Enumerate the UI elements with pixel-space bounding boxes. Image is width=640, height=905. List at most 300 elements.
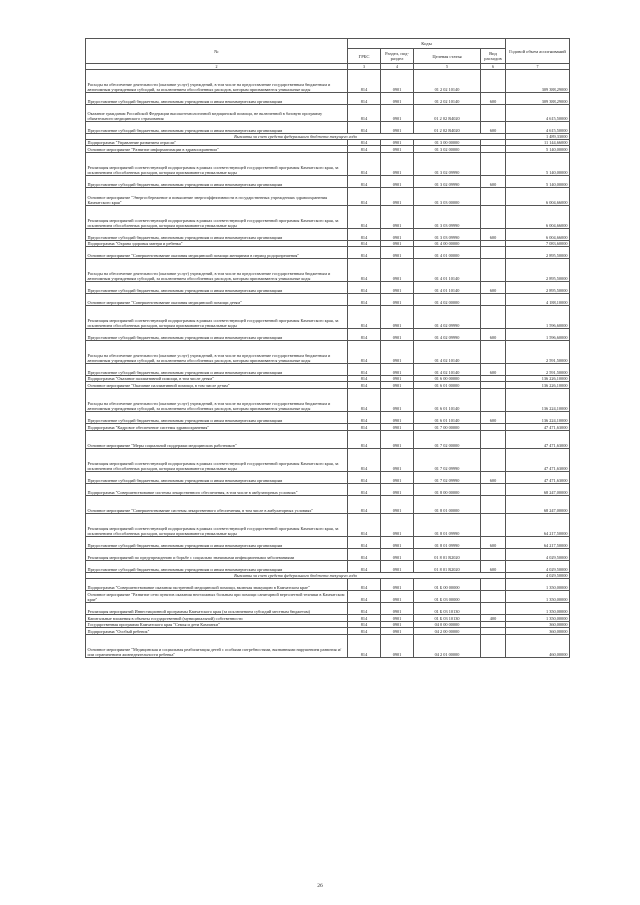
target-cell: 01 7 02 09990 bbox=[414, 449, 481, 472]
target-cell: 01 7 02 00000 bbox=[414, 431, 481, 449]
vid-cell: 600 bbox=[481, 122, 506, 134]
grbs-cell: 814 bbox=[348, 537, 381, 549]
razdel-cell: 0901 bbox=[381, 146, 414, 153]
sum-cell: 47 471,63000 bbox=[506, 472, 570, 484]
target-cell: 01 4 00 00000 bbox=[414, 241, 481, 247]
razdel-cell: 0901 bbox=[381, 449, 414, 472]
table-row bbox=[86, 70, 570, 93]
target-cell: 01 7 02 09990 bbox=[414, 472, 481, 484]
razdel-cell: 0901 bbox=[381, 306, 414, 329]
grbs-cell: 814 bbox=[348, 561, 381, 573]
budget-table bbox=[85, 38, 570, 658]
vid-cell bbox=[481, 146, 506, 153]
table-row bbox=[86, 122, 570, 134]
table-row bbox=[86, 628, 570, 635]
table-row bbox=[86, 382, 570, 389]
table-row bbox=[86, 615, 570, 622]
razdel-cell: 0901 bbox=[381, 247, 414, 259]
table-row bbox=[86, 341, 570, 364]
table-row bbox=[86, 431, 570, 449]
grbs-cell: 814 bbox=[348, 294, 381, 306]
name-cell: Предоставление субсидий бюджетным, автономным учреждениям и иным некоммерческим организациям bbox=[86, 282, 348, 294]
table-row bbox=[86, 259, 570, 282]
name-cell: Расходы на обеспечение деятельности (оказание услуг) учреждений, в том числе на предоставление государственным бюджетным и автономным учреждениям субсидий, за исключением обособленных расходов, которым присваиваются уникальные коды bbox=[86, 341, 348, 364]
razdel-cell: 0901 bbox=[381, 389, 414, 412]
vid-cell bbox=[481, 514, 506, 537]
name-cell: Основное мероприятие "Энергосбережение и повышение энергоэффективности в государственных учреждениях здравоохранения Камчатского края" bbox=[86, 188, 348, 206]
vid-cell bbox=[481, 153, 506, 176]
grbs-cell: 814 bbox=[348, 628, 381, 635]
vid-cell bbox=[481, 389, 506, 412]
grbs-cell: 814 bbox=[348, 122, 381, 134]
grbs-cell: 814 bbox=[348, 549, 381, 561]
target-cell: 01 8 01 00000 bbox=[414, 496, 481, 514]
sum-cell: 1 350,00000 bbox=[506, 603, 570, 615]
razdel-cell: 0901 bbox=[381, 549, 414, 561]
sum-cell: 4 029,50000 bbox=[506, 573, 570, 579]
sum-cell: 6 004,66000 bbox=[506, 188, 570, 206]
name-cell: Реализация мероприятий соответствующей подпрограммы в рамках соответствующей государственной программы Камчатского края, за исключением обособленных расходов, которым присваиваются уникальные коды bbox=[86, 449, 348, 472]
sum-cell: 6 004,66000 bbox=[506, 229, 570, 241]
name-cell: Подпрограмма "Оказание паллиативной помощи, в том числе детям" bbox=[86, 376, 348, 382]
vid-cell bbox=[481, 424, 506, 431]
page-number: 26 bbox=[317, 883, 323, 889]
name-cell: Реализация мероприятий соответствующей подпрограммы в рамках соответствующей государственной программы Камчатского края, за исключением обособленных расходов, которым присваиваются уникальные коды bbox=[86, 514, 348, 537]
table-row bbox=[86, 472, 570, 484]
grbs-cell: 814 bbox=[348, 306, 381, 329]
name-cell: Реализация мероприятий соответствующей подпрограммы в рамках соответствующей государственной программы Камчатского края, за исключением обособленных расходов, которым присваиваются уникальные коды bbox=[86, 206, 348, 229]
column-number: 7 bbox=[506, 64, 570, 70]
razdel-cell: 0901 bbox=[381, 579, 414, 591]
grbs-cell: 814 bbox=[348, 146, 381, 153]
sum-cell: 360,00000 bbox=[506, 628, 570, 635]
target-cell: 01 2 02 10140 bbox=[414, 70, 481, 93]
grbs-cell: 814 bbox=[348, 389, 381, 412]
vid-cell: 600 bbox=[481, 229, 506, 241]
vid-cell bbox=[481, 496, 506, 514]
target-cell: 01 8 01 R2020 bbox=[414, 561, 481, 573]
razdel-cell: 0901 bbox=[381, 622, 414, 628]
vid-cell: 600 bbox=[481, 561, 506, 573]
header-number-label: № bbox=[214, 48, 219, 54]
table-row bbox=[86, 514, 570, 537]
header-target: Целевая статья bbox=[414, 49, 481, 64]
table-row bbox=[86, 537, 570, 549]
column-number: 3 bbox=[348, 64, 381, 70]
sum-cell: 4 029,50000 bbox=[506, 561, 570, 573]
grbs-cell: 814 bbox=[348, 376, 381, 382]
sum-cell: 360,00000 bbox=[506, 622, 570, 628]
name-cell: Реализация мероприятий Инвестиционной программы Камчатского края (за исключением субсидий местным бюджетам) bbox=[86, 603, 348, 615]
target-cell: 01 3 02 00000 bbox=[414, 146, 481, 153]
name-cell: Предоставление субсидий бюджетным, автономным учреждениям и иным некоммерческим организациям bbox=[86, 229, 348, 241]
target-cell: 04 2 00 00000 bbox=[414, 628, 481, 635]
vid-cell bbox=[481, 549, 506, 561]
target-cell: 01 Б 03 10130 bbox=[414, 615, 481, 622]
razdel-cell: 0901 bbox=[381, 140, 414, 146]
name-cell: Основное мероприятие "Совершенствование оказания медицинской помощи детям" bbox=[86, 294, 348, 306]
name-cell: Основное мероприятие "Совершенствование оказания медицинской помощи женщинам в период родоразрешения" bbox=[86, 247, 348, 259]
table-row bbox=[86, 389, 570, 412]
table-row bbox=[86, 188, 570, 206]
sum-cell: 5 140,00000 bbox=[506, 146, 570, 153]
grbs-cell: 814 bbox=[348, 472, 381, 484]
vid-cell: 600 bbox=[481, 537, 506, 549]
sum-cell: 68 247,00000 bbox=[506, 496, 570, 514]
vid-cell bbox=[481, 484, 506, 496]
vid-cell: 600 bbox=[481, 412, 506, 424]
razdel-cell: 0901 bbox=[381, 341, 414, 364]
name-cell: Предоставление субсидий бюджетным, автономным учреждениям и иным некоммерческим организациям bbox=[86, 364, 348, 376]
razdel-cell: 0901 bbox=[381, 70, 414, 93]
sum-cell: 2 895,50000 bbox=[506, 247, 570, 259]
vid-cell bbox=[481, 635, 506, 658]
grbs-cell: 814 bbox=[348, 484, 381, 496]
target-cell: 01 3 03 00000 bbox=[414, 188, 481, 206]
target-cell: 01 6 01 10140 bbox=[414, 389, 481, 412]
grbs-cell: 814 bbox=[348, 241, 381, 247]
grbs-cell: 814 bbox=[348, 591, 381, 603]
name-cell: Подпрограмма "Кадровое обеспечение системы здравоохранения" bbox=[86, 424, 348, 431]
razdel-cell: 0901 bbox=[381, 259, 414, 282]
table-row bbox=[86, 484, 570, 496]
name-cell: Подпрограмма "Охрана здоровья матери и ребенка" bbox=[86, 241, 348, 247]
header-vid: Вид расходов bbox=[481, 49, 506, 64]
table-row bbox=[86, 176, 570, 188]
sum-cell: 136 224,10000 bbox=[506, 412, 570, 424]
table-row bbox=[86, 306, 570, 329]
sum-cell: 2 895,50000 bbox=[506, 282, 570, 294]
sum-cell: 2 895,50000 bbox=[506, 259, 570, 282]
target-cell: 01 8 01 09990 bbox=[414, 514, 481, 537]
grbs-cell: 814 bbox=[348, 282, 381, 294]
sum-cell: 6 004,66000 bbox=[506, 206, 570, 229]
vid-cell bbox=[481, 105, 506, 122]
sum-cell: 136 226,10000 bbox=[506, 382, 570, 389]
grbs-cell: 814 bbox=[348, 341, 381, 364]
name-cell: Предоставление субсидий бюджетным, автономным учреждениям и иным некоммерческим организациям bbox=[86, 329, 348, 341]
name-cell: Основное мероприятие "Оказание паллиативной помощи, в том числе детям" bbox=[86, 382, 348, 389]
razdel-cell: 0901 bbox=[381, 615, 414, 622]
table-row bbox=[86, 93, 570, 105]
grbs-cell: 814 bbox=[348, 70, 381, 93]
grbs-cell: 814 bbox=[348, 206, 381, 229]
razdel-cell: 0901 bbox=[381, 635, 414, 658]
name-cell: Предоставление субсидий бюджетным, автономным учреждениям и иным некоммерческим организациям bbox=[86, 93, 348, 105]
sum-cell: 4 188,10000 bbox=[506, 294, 570, 306]
target-cell: 01 7 00 00000 bbox=[414, 424, 481, 431]
table-row bbox=[86, 105, 570, 122]
table-row bbox=[86, 247, 570, 259]
grbs-cell: 814 bbox=[348, 364, 381, 376]
sum-cell: 2 591,50000 bbox=[506, 364, 570, 376]
target-cell: 01 4 02 09990 bbox=[414, 306, 481, 329]
razdel-cell: 0901 bbox=[381, 329, 414, 341]
column-number: 6 bbox=[481, 64, 506, 70]
table-row bbox=[86, 364, 570, 376]
column-number: 4 bbox=[381, 64, 414, 70]
sum-cell: 64 217,50000 bbox=[506, 514, 570, 537]
column-number: 2 bbox=[86, 64, 348, 70]
razdel-cell: 0901 bbox=[381, 496, 414, 514]
table-row bbox=[86, 579, 570, 591]
razdel-cell: 0901 bbox=[381, 229, 414, 241]
target-cell: 01 Б 00 00000 bbox=[414, 579, 481, 591]
table-body bbox=[86, 70, 570, 658]
target-cell: 01 4 02 09990 bbox=[414, 329, 481, 341]
grbs-cell: 814 bbox=[348, 514, 381, 537]
grbs-cell: 814 bbox=[348, 259, 381, 282]
sum-cell: 5 140,00000 bbox=[506, 153, 570, 176]
table-row bbox=[86, 294, 570, 306]
sum-cell: 1 489,33000 bbox=[506, 134, 570, 140]
sum-cell: 68 247,00000 bbox=[506, 484, 570, 496]
column-number: 5 bbox=[414, 64, 481, 70]
target-cell: 01 4 02 00000 bbox=[414, 294, 481, 306]
name-cell: Подпрограмма "Совершенствование системы лекарственного обеспечения, в том числе в амбулаторных условиях" bbox=[86, 484, 348, 496]
vid-cell bbox=[481, 628, 506, 635]
sum-cell: 4 615,50000 bbox=[506, 122, 570, 134]
name-cell: Реализация мероприятий соответствующей подпрограммы в рамках соответствующей государственной программы Камчатского края, за исключением обособленных расходов, которым присваиваются уникальные коды bbox=[86, 153, 348, 176]
target-cell: 01 3 02 09990 bbox=[414, 153, 481, 176]
sum-cell: 47 471,63000 bbox=[506, 424, 570, 431]
sum-cell: 309 388,29000 bbox=[506, 70, 570, 93]
grbs-cell: 814 bbox=[348, 176, 381, 188]
vid-cell bbox=[481, 341, 506, 364]
table-row bbox=[86, 206, 570, 229]
table-row bbox=[86, 153, 570, 176]
sum-cell: 2 591,50000 bbox=[506, 341, 570, 364]
vid-cell bbox=[481, 579, 506, 591]
sum-cell: 4 615,50000 bbox=[506, 105, 570, 122]
sum-cell: 1 350,00000 bbox=[506, 579, 570, 591]
vid-cell bbox=[481, 591, 506, 603]
razdel-cell: 0901 bbox=[381, 431, 414, 449]
razdel-cell: 0901 bbox=[381, 382, 414, 389]
target-cell: 01 4 01 00000 bbox=[414, 247, 481, 259]
name-cell: Предоставление субсидий бюджетным, автономным учреждениям и иным некоммерческим организациям bbox=[86, 561, 348, 573]
vid-cell bbox=[481, 206, 506, 229]
table-row bbox=[86, 635, 570, 658]
grbs-cell: 814 bbox=[348, 140, 381, 146]
table-row bbox=[86, 424, 570, 431]
vid-cell bbox=[481, 603, 506, 615]
vid-cell bbox=[481, 449, 506, 472]
razdel-cell: 0901 bbox=[381, 424, 414, 431]
razdel-cell: 0901 bbox=[381, 376, 414, 382]
target-cell: 04 2 01 00000 bbox=[414, 635, 481, 658]
name-cell: Реализация мероприятий по предупреждению и борьбе с социально значимыми инфекционными заболеваниями bbox=[86, 549, 348, 561]
razdel-cell: 0901 bbox=[381, 603, 414, 615]
razdel-cell: 0901 bbox=[381, 188, 414, 206]
budget-table-sheet bbox=[85, 38, 569, 658]
header-razdel: Раздел, под-раздел bbox=[381, 49, 414, 64]
sum-cell: 309 388,29000 bbox=[506, 93, 570, 105]
header-sum: Годовой объем ассигнований bbox=[506, 39, 570, 64]
vid-cell bbox=[481, 188, 506, 206]
vid-cell bbox=[481, 306, 506, 329]
razdel-cell: 0901 bbox=[381, 294, 414, 306]
razdel-cell: 0901 bbox=[381, 241, 414, 247]
grbs-cell: 814 bbox=[348, 496, 381, 514]
sum-cell: 136 224,10000 bbox=[506, 389, 570, 412]
razdel-cell: 0901 bbox=[381, 176, 414, 188]
vid-cell: 600 bbox=[481, 364, 506, 376]
table-row bbox=[86, 603, 570, 615]
sum-cell: 47 471,63000 bbox=[506, 449, 570, 472]
grbs-cell: 814 bbox=[348, 424, 381, 431]
name-cell: Подпрограмма "Совершенствование оказания экстренной медицинской помощи, включая эвакуацию в Камчатском крае" bbox=[86, 579, 348, 591]
name-cell: Предоставление субсидий бюджетным, автономным учреждениям и иным некоммерческим организациям bbox=[86, 122, 348, 134]
table-row bbox=[86, 146, 570, 153]
target-cell: 01 8 00 00000 bbox=[414, 484, 481, 496]
razdel-cell: 0901 bbox=[381, 472, 414, 484]
razdel-cell: 0901 bbox=[381, 364, 414, 376]
razdel-cell: 0901 bbox=[381, 153, 414, 176]
vid-cell: 600 bbox=[481, 329, 506, 341]
vid-cell bbox=[481, 247, 506, 259]
target-cell: 01 2 02 R4020 bbox=[414, 122, 481, 134]
grbs-cell: 814 bbox=[348, 603, 381, 615]
name-cell: Основное мероприятие "Меры социальной поддержки медицинских работников" bbox=[86, 431, 348, 449]
target-cell: 01 Б 03 00000 bbox=[414, 591, 481, 603]
vid-cell: 600 bbox=[481, 93, 506, 105]
grbs-cell: 814 bbox=[348, 635, 381, 658]
grbs-cell: 814 bbox=[348, 579, 381, 591]
grbs-cell: 814 bbox=[348, 622, 381, 628]
name-cell: Оказание гражданам Российской Федерации высокотехнологичной медицинской помощи, не включенной в базовую программу обязательного медицинского страхования bbox=[86, 105, 348, 122]
razdel-cell: 0901 bbox=[381, 412, 414, 424]
grbs-cell: 814 bbox=[348, 93, 381, 105]
sum-cell: 460,00000 bbox=[506, 635, 570, 658]
grbs-cell: 814 bbox=[348, 382, 381, 389]
vid-cell bbox=[481, 70, 506, 93]
razdel-cell: 0901 bbox=[381, 591, 414, 603]
vid-cell: 600 bbox=[481, 472, 506, 484]
sum-cell: 1 596,60000 bbox=[506, 329, 570, 341]
target-cell: 01 4 01 10140 bbox=[414, 282, 481, 294]
grbs-cell: 814 bbox=[348, 247, 381, 259]
note-cell: Выплаты за счет средств федерального бюджета текущего года bbox=[86, 573, 506, 579]
header-name bbox=[86, 39, 348, 64]
header-codes: Коды bbox=[348, 39, 506, 49]
name-cell: Предоставление субсидий бюджетным, автономным учреждениям и иным некоммерческим организациям bbox=[86, 472, 348, 484]
target-cell: 01 6 01 00000 bbox=[414, 382, 481, 389]
target-cell: 01 6 00 00000 bbox=[414, 376, 481, 382]
target-cell: 01 3 03 09990 bbox=[414, 206, 481, 229]
sum-cell: 11 144,66000 bbox=[506, 140, 570, 146]
vid-cell: 600 bbox=[481, 176, 506, 188]
grbs-cell: 814 bbox=[348, 188, 381, 206]
name-cell: Расходы на обеспечение деятельности (оказание услуг) учреждений, в том числе на предоставление государственным бюджетным и автономным учреждениям субсидий, за исключением обособленных расходов, которым присваиваются уникальные коды bbox=[86, 389, 348, 412]
razdel-cell: 0901 bbox=[381, 122, 414, 134]
target-cell: 01 2 02 R4020 bbox=[414, 105, 481, 122]
razdel-cell: 0901 bbox=[381, 93, 414, 105]
target-cell: 01 4 02 10140 bbox=[414, 341, 481, 364]
target-cell: 01 4 02 10140 bbox=[414, 364, 481, 376]
razdel-cell: 0901 bbox=[381, 206, 414, 229]
table-row bbox=[86, 282, 570, 294]
target-cell: 01 2 02 10140 bbox=[414, 93, 481, 105]
razdel-cell: 0901 bbox=[381, 537, 414, 549]
target-cell: 01 8 01 09990 bbox=[414, 537, 481, 549]
table-row bbox=[86, 412, 570, 424]
name-cell: Основное мероприятие "Развитие сети пунктов оказания неотложных больным при помощи санитарной вертолетной техники в Камчатском крае" bbox=[86, 591, 348, 603]
target-cell: 01 Б 03 10130 bbox=[414, 603, 481, 615]
target-cell: 01 3 03 09990 bbox=[414, 229, 481, 241]
table-row bbox=[86, 496, 570, 514]
vid-cell bbox=[481, 294, 506, 306]
razdel-cell: 0901 bbox=[381, 514, 414, 537]
header-grbs: ГРБС bbox=[348, 49, 381, 64]
name-cell: Предоставление субсидий бюджетным, автономным учреждениям и иным некоммерческим организациям bbox=[86, 537, 348, 549]
grbs-cell: 814 bbox=[348, 329, 381, 341]
grbs-cell: 814 bbox=[348, 105, 381, 122]
sum-cell: 136 226,10000 bbox=[506, 376, 570, 382]
sum-cell: 4 029,50000 bbox=[506, 549, 570, 561]
grbs-cell: 814 bbox=[348, 412, 381, 424]
target-cell: 01 6 01 10140 bbox=[414, 412, 481, 424]
table-row bbox=[86, 449, 570, 472]
target-cell: 01 3 00 00000 bbox=[414, 140, 481, 146]
vid-cell: 400 bbox=[481, 615, 506, 622]
name-cell: Расходы на обеспечение деятельности (оказание услуг) учреждений, в том числе на предоставление государственным бюджетным и автономным учреждениям субсидий, за исключением обособленных расходов, которым присваиваются уникальные коды bbox=[86, 259, 348, 282]
grbs-cell: 814 bbox=[348, 615, 381, 622]
grbs-cell: 814 bbox=[348, 431, 381, 449]
sum-cell: 64 217,50000 bbox=[506, 537, 570, 549]
sum-cell: 7 083,60000 bbox=[506, 241, 570, 247]
name-cell: Капитальные вложения в объекты государственной (муниципальной) собственности bbox=[86, 615, 348, 622]
name-cell: Подпрограмма "Управление развитием отрасли" bbox=[86, 140, 348, 146]
razdel-cell: 0901 bbox=[381, 105, 414, 122]
name-cell: Предоставление субсидий бюджетным, автономным учреждениям и иным некоммерческим организациям bbox=[86, 176, 348, 188]
razdel-cell: 0901 bbox=[381, 484, 414, 496]
vid-cell bbox=[481, 431, 506, 449]
grbs-cell: 814 bbox=[348, 449, 381, 472]
vid-cell: 600 bbox=[481, 282, 506, 294]
target-cell: 01 8 01 R2020 bbox=[414, 549, 481, 561]
table-row bbox=[86, 591, 570, 603]
name-cell: Основное мероприятие "Медицинская и социальная реабилитация детей с особыми потребностями, вызванными нарушением развития и/или ограничением жизнедеятельности ребенка" bbox=[86, 635, 348, 658]
name-cell: Основное мероприятие "Совершенствование системы лекарственного обеспечения, в том числе в амбулаторных условиях" bbox=[86, 496, 348, 514]
razdel-cell: 0901 bbox=[381, 628, 414, 635]
sum-cell: 47 471,63000 bbox=[506, 431, 570, 449]
note-cell: Выплаты за счет средств федерального бюджета текущего года bbox=[86, 134, 506, 140]
target-cell: 04 0 00 00000 bbox=[414, 622, 481, 628]
grbs-cell: 814 bbox=[348, 229, 381, 241]
razdel-cell: 0901 bbox=[381, 282, 414, 294]
target-cell: 01 4 01 10140 bbox=[414, 259, 481, 282]
vid-cell bbox=[481, 259, 506, 282]
table-row bbox=[86, 229, 570, 241]
name-cell: Основное мероприятие "Развитие информатизации в здравоохранении" bbox=[86, 146, 348, 153]
name-cell: Государственная программа Камчатского края "Семья и дети Камчатки" bbox=[86, 622, 348, 628]
vid-cell bbox=[481, 382, 506, 389]
razdel-cell: 0901 bbox=[381, 561, 414, 573]
name-cell: Подпрограмма "Особый ребенок" bbox=[86, 628, 348, 635]
table-row bbox=[86, 329, 570, 341]
table-row bbox=[86, 561, 570, 573]
sum-cell: 5 140,00000 bbox=[506, 176, 570, 188]
target-cell: 01 3 02 09990 bbox=[414, 176, 481, 188]
sum-cell: 1 596,60000 bbox=[506, 306, 570, 329]
name-cell: Предоставление субсидий бюджетным, автономным учреждениям и иным некоммерческим организациям bbox=[86, 412, 348, 424]
table-row bbox=[86, 549, 570, 561]
sum-cell: 1 350,00000 bbox=[506, 615, 570, 622]
grbs-cell: 814 bbox=[348, 153, 381, 176]
name-cell: Расходы на обеспечение деятельности (оказание услуг) учреждений, в том числе на предоставление государственным бюджетным и автономным учреждениям субсидий, за исключением обособленных расходов, которым присваиваются уникальные коды bbox=[86, 70, 348, 93]
sum-cell: 1 350,00000 bbox=[506, 591, 570, 603]
